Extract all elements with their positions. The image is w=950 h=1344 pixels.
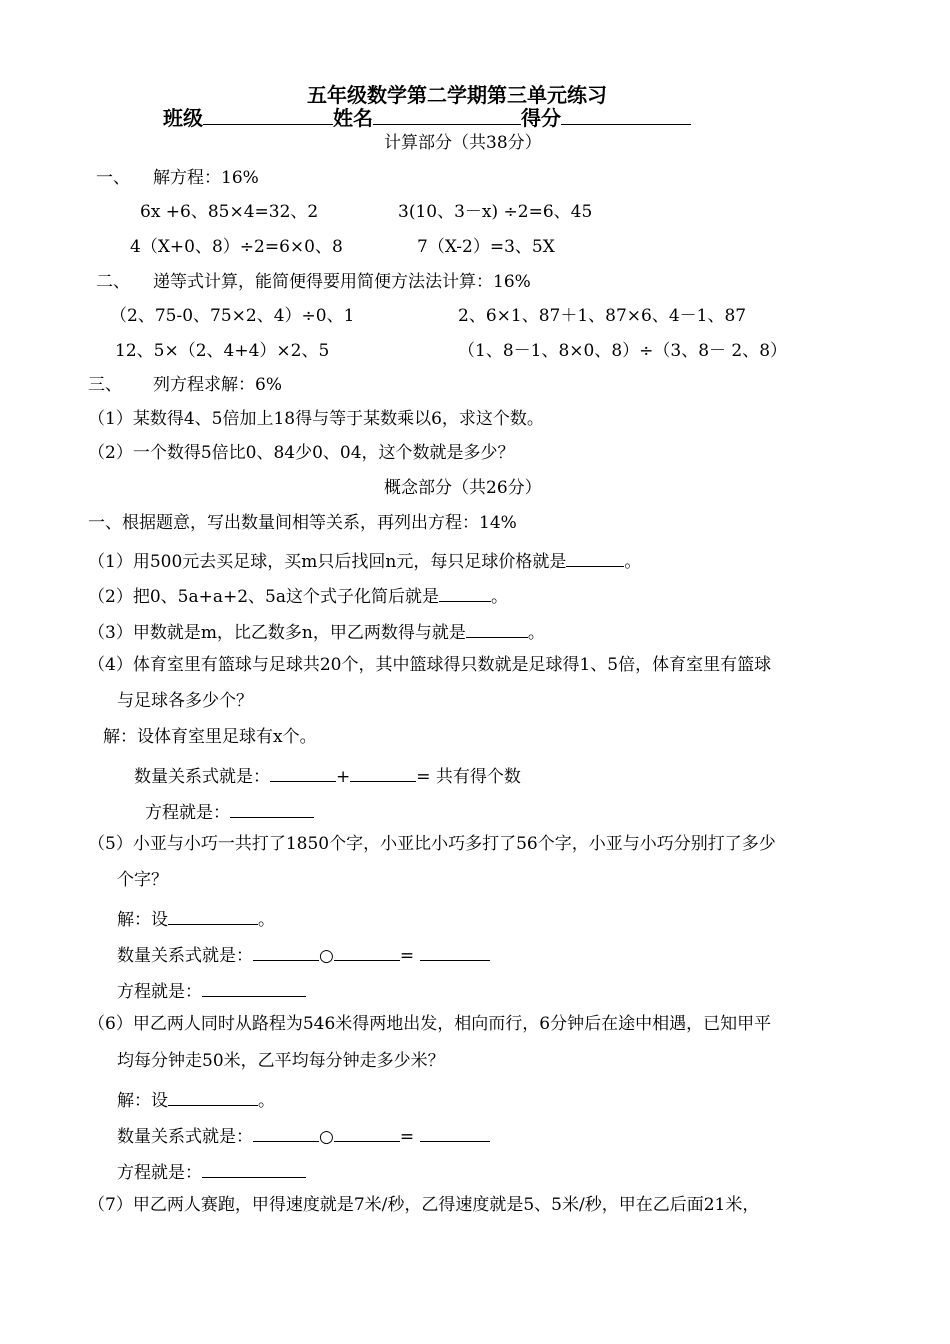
equation-4: 7（X-2）=3、5X <box>417 237 555 257</box>
q5-equation: 方程就是： <box>117 978 306 1002</box>
equation-2: 3(10、3－x) ÷2=6、45 <box>398 202 593 222</box>
q4-relation: 数量关系式就是： + = 共有得个数 <box>134 763 521 787</box>
q5-solution: 解：设 。 <box>117 906 275 930</box>
answer-blank[interactable] <box>253 1123 319 1142</box>
answer-blank[interactable] <box>253 942 319 961</box>
part1-heading: 解方程：16% <box>153 168 259 188</box>
calc-section-title: 计算部分（共38分） <box>384 133 542 153</box>
word-problem-1: （1）某数得4、5倍加上18得与等于某数乘以6，求这个数。 <box>88 409 544 429</box>
answer-blank[interactable] <box>168 1087 258 1106</box>
answer-blank[interactable] <box>466 619 528 638</box>
student-info-row <box>163 106 691 130</box>
equation-3: 4（X+0、8）÷2=6×0、8 <box>130 237 343 257</box>
page-title: 五年级数学第二学期第三单元练习 <box>307 83 607 107</box>
answer-blank[interactable] <box>270 763 336 782</box>
name-blank[interactable] <box>373 106 521 125</box>
concept-question-2: （2）把0、5a+a+2、5a这个式子化简后就是 。 <box>88 583 508 607</box>
circle-icon: ○ <box>319 946 334 966</box>
answer-blank[interactable] <box>230 799 314 818</box>
q6-equation: 方程就是： <box>117 1159 306 1183</box>
answer-blank[interactable] <box>168 906 258 925</box>
part2-heading: 递等式计算，能简便得要用简便方法法计算：16% <box>153 272 531 292</box>
answer-blank[interactable] <box>334 1123 400 1142</box>
answer-blank[interactable] <box>420 1123 490 1142</box>
answer-blank[interactable] <box>334 942 400 961</box>
score-label: 得分 <box>521 106 561 130</box>
part1-number: 一、 <box>96 168 130 188</box>
answer-blank[interactable] <box>202 1159 306 1178</box>
expression-3: 12、5×（2、4+4）×2、5 <box>115 341 330 361</box>
part3-number: 三、 <box>88 375 122 395</box>
concept-question-5-line2: 个字？ <box>117 870 168 890</box>
concept-question-5-line1: （5）小亚与小巧一共打了1850个字，小亚比小巧多打了56个字，小亚与小巧分别打了多少 <box>88 834 776 854</box>
answer-blank[interactable] <box>202 978 306 997</box>
word-problem-2: （2）一个数得5倍比0、84少0、04，这个数就是多少？ <box>88 443 515 463</box>
concept-question-6-line2: 均每分钟走50米，乙平均每分钟走多少米？ <box>117 1051 445 1071</box>
class-label: 班级 <box>163 106 203 130</box>
class-blank[interactable] <box>203 106 333 125</box>
answer-blank[interactable] <box>420 942 490 961</box>
equation-1: 6x +6、85×4=32、2 <box>140 202 319 222</box>
q6-relation: 数量关系式就是： ○ = <box>117 1123 490 1147</box>
q4-equation: 方程就是： <box>145 799 314 823</box>
concept-question-4-line1: （4）体育室里有篮球与足球共20个，其中篮球得只数就是足球得1、5倍，体育室里有篮球 <box>88 655 772 675</box>
score-blank[interactable] <box>561 106 691 125</box>
part3-heading: 列方程求解：6% <box>153 375 282 395</box>
q4-solution: 解：设体育室里足球有x个。 <box>103 727 317 747</box>
concept-question-4-line2: 与足球各多少个？ <box>117 691 253 711</box>
part2-number: 二、 <box>96 272 130 292</box>
q5-relation: 数量关系式就是： ○ = <box>117 942 490 966</box>
q6-solution: 解：设 。 <box>117 1087 275 1111</box>
concept-question-6-line1: （6）甲乙两人同时从路程为546米得两地出发，相向而行，6分钟后在途中相遇，已知甲平 <box>88 1014 772 1034</box>
answer-blank[interactable] <box>566 548 624 567</box>
concept-question-7-line1: （7）甲乙两人赛跑，甲得速度就是7米/秒，乙得速度就是5、5米/秒，甲在乙后面21米， <box>88 1195 760 1215</box>
answer-blank[interactable] <box>350 763 416 782</box>
expression-4: （1、8－1、8×0、8）÷（3、8－ 2、8） <box>458 341 788 361</box>
concept-intro: 一、根据题意，写出数量间相等关系，再列出方程：14% <box>88 513 517 533</box>
answer-blank[interactable] <box>439 583 491 602</box>
circle-icon: ○ <box>319 1127 334 1147</box>
expression-2: 2、6×1、87＋1、87×6、4－1、87 <box>458 306 747 326</box>
concept-section-title: 概念部分（共26分） <box>384 478 542 498</box>
concept-question-1: （1）用500元去买足球，买m只后找回n元，每只足球价格就是 。 <box>88 548 641 572</box>
concept-question-3: （3）甲数就是m，比乙数多n，甲乙两数得与就是 。 <box>88 619 545 643</box>
expression-1: （2、75-0、75×2、4）÷0、1 <box>110 306 355 326</box>
name-label: 姓名 <box>333 106 373 130</box>
